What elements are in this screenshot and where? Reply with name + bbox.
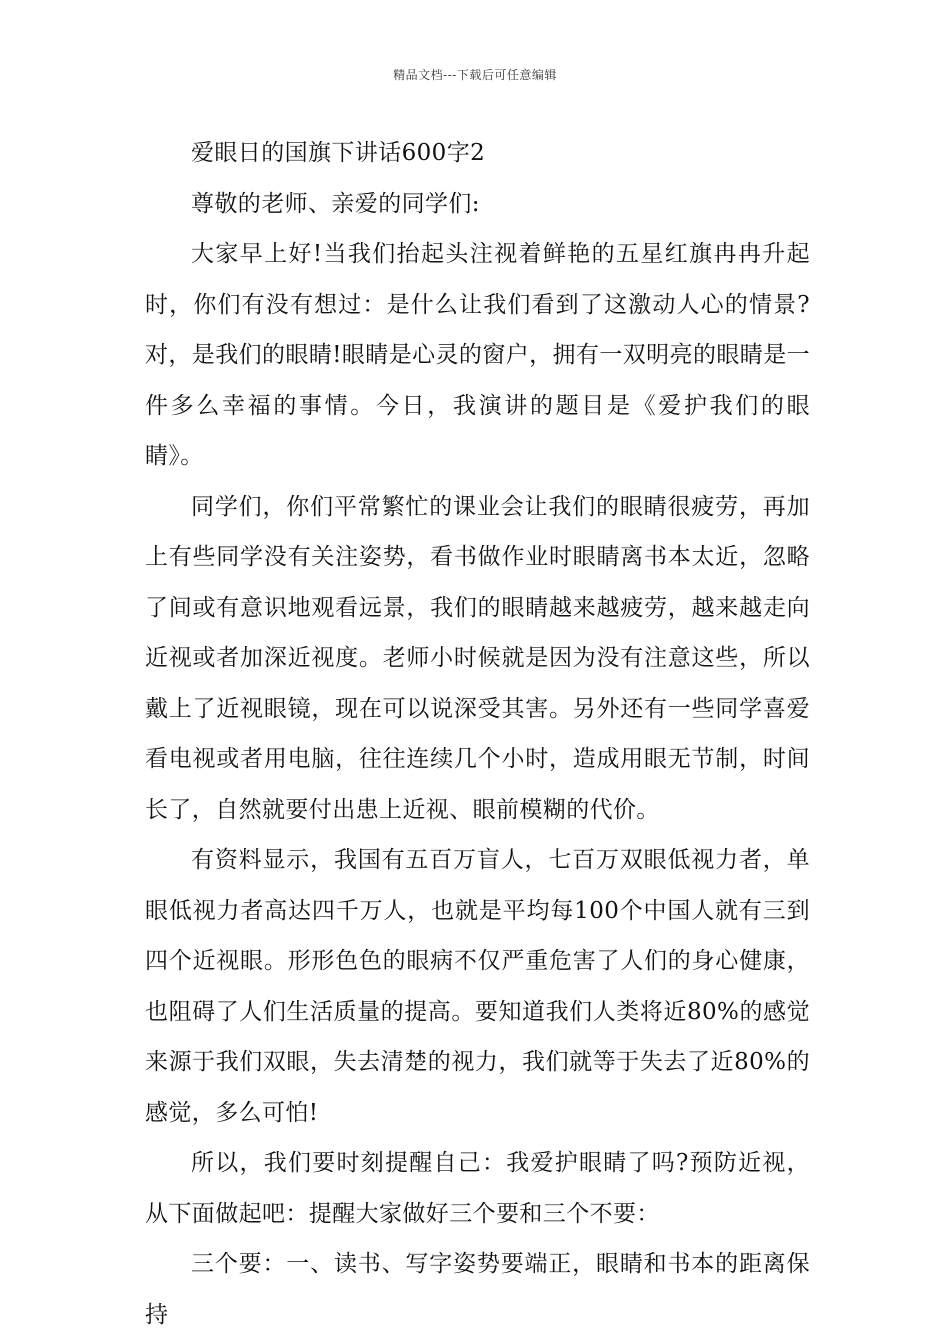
paragraph: 同学们，你们平常繁忙的课业会让我们的眼睛很疲劳，再加上有些同学没有关注姿势，看书做作业时眼睛离书本太近，忽略了间或有意识地观看远景，我们的眼睛越来越疲劳，越来越走向近视或者加深近视度。老师小时候就是因为没有注意这些，所以戴上了近视眼镜，现在可以说深受其害。另外还有一些同学喜爱看电视或者用电脑，往往连续几个小时，造成用眼无节制，时间长了，自然就要付出患上近视、眼前模糊的代价。 (145, 493, 810, 823)
greeting: 尊敬的老师、亲爱的同学们: (191, 190, 480, 217)
paragraph: 三个要：一、读书、写字姿势要端正，眼睛和书本的距离保持 (145, 1251, 810, 1328)
paragraph: 有资料显示，我国有五百万盲人，七百万双眼低视力者，单眼低视力者高达四千万人，也就是平均每100个中国人就有三到四个近视眼。形形色色的眼病不仅严重危害了人们的身心健康，也阻碍了人们生活质量的提高。要知道我们人类将近80%的感觉来源于我们双眼，失去清楚的视力，我们就等于失去了近80%的感觉，多么可怕! (145, 847, 810, 1126)
document-title: 爱眼日的国旗下讲话600字2 (191, 140, 486, 166)
page-header: 精品文档---下载后可任意编辑 (393, 68, 557, 82)
paragraph: 大家早上好!当我们抬起头注视着鲜艳的五星红旗冉冉升起时，你们有没有想过：是什么让我们看到了这激动人心的情景?对，是我们的眼睛!眼睛是心灵的窗户，拥有一双明亮的眼睛是一件多么幸福的事情。今日，我演讲的题目是《爱护我们的眼睛》。 (145, 241, 810, 469)
paragraph: 所以，我们要时刻提醒自己：我爱护眼睛了吗?预防近视，从下面做起吧：提醒大家做好三个要和三个不要： (145, 1150, 810, 1227)
document-body (145, 128, 810, 1340)
